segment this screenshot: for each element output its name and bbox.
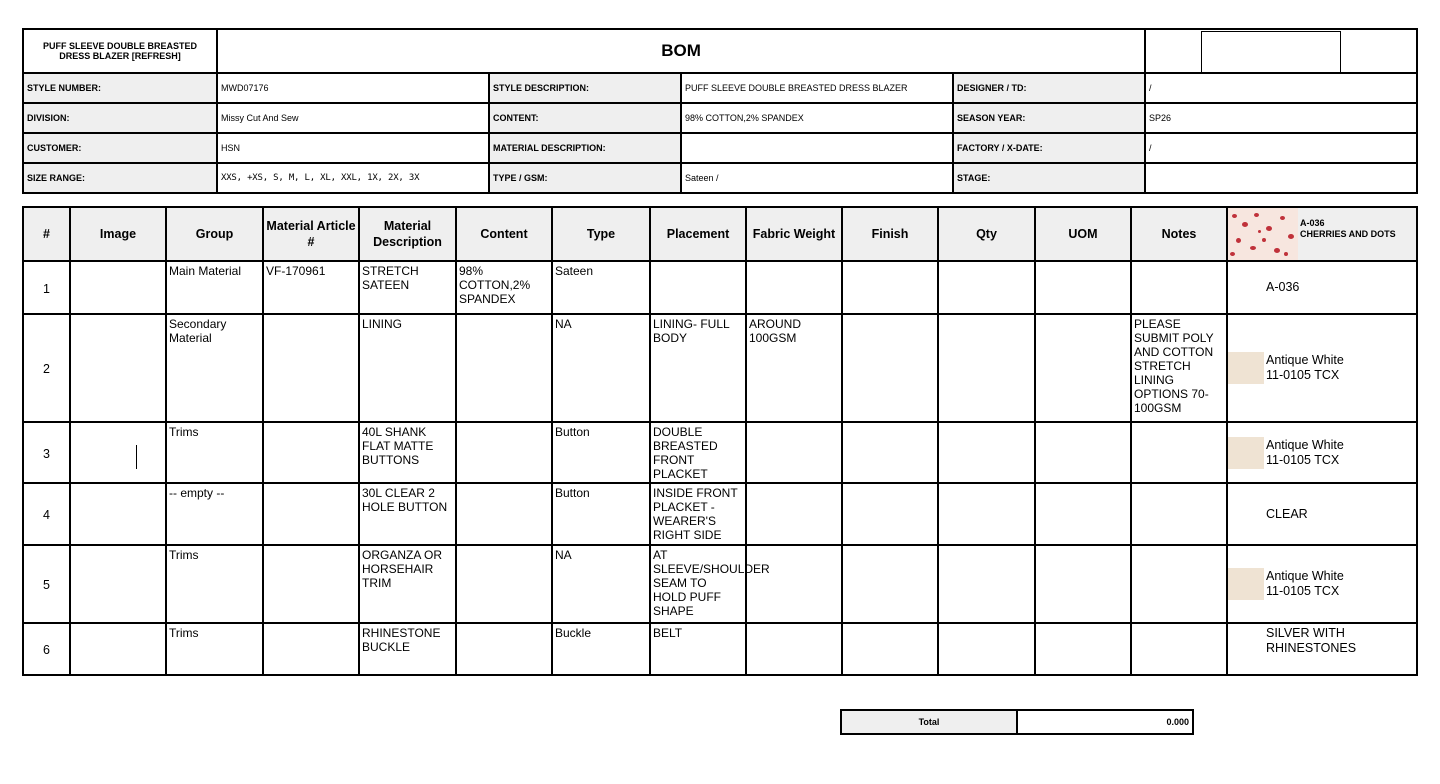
colorway-label — [1300, 218, 1396, 240]
division-value[interactable]: Missy Cut And Sew — [217, 103, 489, 133]
row-color[interactable] — [1227, 261, 1417, 314]
row-description[interactable]: 30L CLEAR 2 HOLE BUTTON — [359, 483, 456, 545]
row-color[interactable] — [1227, 483, 1417, 545]
stage-label: STAGE: — [953, 163, 1145, 193]
row-color[interactable] — [1227, 422, 1417, 483]
row-description[interactable]: 40L SHANK FLAT MATTE BUTTONS — [359, 422, 456, 483]
row-description[interactable]: RHINESTONE BUCKLE — [359, 623, 456, 675]
row-num: 3 — [23, 422, 70, 483]
row-uom[interactable] — [1035, 314, 1131, 422]
col-content: Content — [456, 207, 552, 261]
row-finish[interactable] — [842, 422, 938, 483]
colorway-code: A-036 — [1300, 218, 1325, 228]
row-content[interactable] — [456, 422, 552, 483]
row-color[interactable] — [1227, 623, 1417, 675]
row-group[interactable]: Trims — [166, 623, 263, 675]
row-description[interactable]: LINING — [359, 314, 456, 422]
row-qty[interactable] — [938, 623, 1035, 675]
col-uom: UOM — [1035, 207, 1131, 261]
season-value[interactable]: SP26 — [1145, 103, 1417, 133]
color-name: Antique White — [1266, 437, 1344, 452]
factory-value[interactable]: / — [1145, 133, 1417, 163]
material-description-value[interactable] — [681, 133, 953, 163]
row-num: 4 — [23, 483, 70, 545]
designer-value[interactable]: / — [1145, 73, 1417, 103]
color-code: 11-0105 TCX — [1266, 368, 1340, 382]
row-type[interactable]: NA — [552, 314, 650, 422]
row-uom[interactable] — [1035, 623, 1131, 675]
row-uom[interactable] — [1035, 483, 1131, 545]
material-description-label: MATERIAL DESCRIPTION: — [489, 133, 681, 163]
season-label: SEASON YEAR: — [953, 103, 1145, 133]
row-image[interactable] — [70, 422, 166, 483]
row-qty[interactable] — [938, 422, 1035, 483]
row-uom[interactable] — [1035, 261, 1131, 314]
col-weight: Fabric Weight — [746, 207, 842, 261]
table-row — [23, 483, 1417, 545]
total-table — [840, 709, 1194, 735]
color-code: 11-0105 TCX — [1266, 584, 1340, 598]
color-chip — [1228, 437, 1264, 469]
row-image[interactable] — [70, 483, 166, 545]
row-finish[interactable] — [842, 483, 938, 545]
row-group[interactable]: Main Material — [166, 261, 263, 314]
table-row — [23, 422, 1417, 483]
row-qty[interactable] — [938, 545, 1035, 623]
content-value[interactable]: 98% COTTON,2% SPANDEX — [681, 103, 953, 133]
row-type[interactable]: Button — [552, 483, 650, 545]
style-number-value[interactable]: MWD07176 — [217, 73, 489, 103]
col-type: Type — [552, 207, 650, 261]
row-placement[interactable]: AT SLEEVE/SHOULDER SEAM TO HOLD PUFF SHAPE — [650, 545, 746, 623]
row-placement[interactable]: BELT — [650, 623, 746, 675]
row-article[interactable] — [263, 422, 359, 483]
col-description: Material Description — [359, 207, 456, 261]
row-placement[interactable]: INSIDE FRONT PLACKET - WEARER'S RIGHT SIDE — [650, 483, 746, 545]
row-num: 1 — [23, 261, 70, 314]
row-description[interactable]: ORGANZA OR HORSEHAIR TRIM — [359, 545, 456, 623]
col-placement: Placement — [650, 207, 746, 261]
row-notes[interactable] — [1131, 483, 1227, 545]
row-article[interactable] — [263, 483, 359, 545]
color-code: 11-0105 TCX — [1266, 452, 1340, 467]
row-placement[interactable]: LINING- FULL BODY — [650, 314, 746, 422]
color-name: Antique White — [1266, 353, 1344, 367]
col-num: # — [23, 207, 70, 261]
row-weight[interactable] — [746, 483, 842, 545]
row-color[interactable] — [1227, 545, 1417, 623]
stage-value[interactable] — [1145, 163, 1417, 193]
row-color[interactable] — [1227, 314, 1417, 422]
colorway-name: CHERRIES AND DOTS — [1300, 229, 1396, 239]
row-finish[interactable] — [842, 623, 938, 675]
row-article[interactable] — [263, 314, 359, 422]
bom-header-table — [22, 28, 1418, 194]
cherries-print-swatch — [1228, 208, 1298, 260]
logo-box — [1201, 31, 1341, 73]
style-title: PUFF SLEEVE DOUBLE BREASTED DRESS BLAZER [REFRESH] — [23, 29, 217, 73]
row-group[interactable]: Secondary Material — [166, 314, 263, 422]
row-finish[interactable] — [842, 261, 938, 314]
color-name: Antique White — [1266, 569, 1344, 583]
row-type[interactable]: Button — [552, 422, 650, 483]
row-article[interactable] — [263, 623, 359, 675]
row-image[interactable] — [70, 545, 166, 623]
column-header-row — [23, 207, 1417, 261]
row-qty[interactable] — [938, 483, 1035, 545]
row-qty[interactable] — [938, 314, 1035, 422]
row-group[interactable]: Trims — [166, 422, 263, 483]
row-weight[interactable] — [746, 422, 842, 483]
row-article[interactable]: VF-170961 — [263, 261, 359, 314]
style-description-label: STYLE DESCRIPTION: — [489, 73, 681, 103]
row-qty[interactable] — [938, 261, 1035, 314]
row-num: 2 — [23, 314, 70, 422]
row-weight[interactable]: AROUND 100GSM — [746, 314, 842, 422]
row-notes[interactable] — [1131, 545, 1227, 623]
style-number-label: STYLE NUMBER: — [23, 73, 217, 103]
text-cursor — [136, 445, 137, 469]
col-group: Group — [166, 207, 263, 261]
row-group[interactable]: Trims — [166, 545, 263, 623]
logo-cell — [1145, 29, 1417, 73]
row-notes[interactable] — [1131, 422, 1227, 483]
row-image[interactable] — [70, 261, 166, 314]
row-notes[interactable]: PLEASE SUBMIT POLY AND COTTON STRETCH LINING OPTIONS 70-100GSM — [1131, 314, 1227, 422]
row-num: 6 — [23, 623, 70, 675]
total-label: Total — [841, 710, 1017, 734]
division-label: DIVISION: — [23, 103, 217, 133]
col-finish: Finish — [842, 207, 938, 261]
row-uom[interactable] — [1035, 422, 1131, 483]
row-content[interactable]: 98% COTTON,2% SPANDEX — [456, 261, 552, 314]
bom-title: BOM — [217, 29, 1145, 73]
row-placement[interactable]: DOUBLE BREASTED FRONT PLACKET — [650, 422, 746, 483]
customer-value[interactable]: HSN — [217, 133, 489, 163]
content-label: CONTENT: — [489, 103, 681, 133]
col-qty: Qty — [938, 207, 1035, 261]
table-row — [23, 623, 1417, 675]
row-type[interactable]: Sateen — [552, 261, 650, 314]
row-content[interactable] — [456, 545, 552, 623]
row-notes[interactable] — [1131, 261, 1227, 314]
row-content[interactable] — [456, 314, 552, 422]
row-uom[interactable] — [1035, 545, 1131, 623]
table-row — [23, 261, 1417, 314]
col-image: Image — [70, 207, 166, 261]
row-weight[interactable] — [746, 261, 842, 314]
type-gsm-label: TYPE / GSM: — [489, 163, 681, 193]
row-article[interactable] — [263, 545, 359, 623]
row-finish[interactable] — [842, 314, 938, 422]
row-content[interactable] — [456, 623, 552, 675]
row-type[interactable]: Buckle — [552, 623, 650, 675]
designer-label: DESIGNER / TD: — [953, 73, 1145, 103]
bom-materials-table — [22, 206, 1418, 676]
color-chip — [1228, 568, 1264, 600]
total-value: 0.000 — [1017, 710, 1193, 734]
row-description[interactable]: STRETCH SATEEN — [359, 261, 456, 314]
row-group[interactable]: -- empty -- — [166, 483, 263, 545]
style-description-value[interactable]: PUFF SLEEVE DOUBLE BREASTED DRESS BLAZER — [681, 73, 953, 103]
col-colorway — [1227, 207, 1417, 261]
row-type[interactable]: NA — [552, 545, 650, 623]
row-num: 5 — [23, 545, 70, 623]
row-image[interactable] — [70, 314, 166, 422]
color-name: A-036 — [1266, 280, 1300, 294]
col-notes: Notes — [1131, 207, 1227, 261]
customer-label: CUSTOMER: — [23, 133, 217, 163]
row-weight[interactable] — [746, 623, 842, 675]
row-weight[interactable] — [746, 545, 842, 623]
factory-label: FACTORY / X-DATE: — [953, 133, 1145, 163]
table-row — [23, 545, 1417, 623]
table-row — [23, 314, 1417, 422]
type-gsm-value[interactable]: Sateen / — [681, 163, 953, 193]
row-content[interactable] — [456, 483, 552, 545]
color-name: CLEAR — [1266, 506, 1308, 521]
col-article: Material Article # — [263, 207, 359, 261]
color-name: SILVER WITH RHINESTONES — [1266, 626, 1357, 655]
size-range-value[interactable]: XXS, +XS, S, M, L, XL, XXL, 1X, 2X, 3X — [217, 163, 489, 193]
color-chip — [1228, 352, 1264, 384]
row-finish[interactable] — [842, 545, 938, 623]
size-range-label: SIZE RANGE: — [23, 163, 217, 193]
row-placement[interactable] — [650, 261, 746, 314]
row-notes[interactable] — [1131, 623, 1227, 675]
row-image[interactable] — [70, 623, 166, 675]
